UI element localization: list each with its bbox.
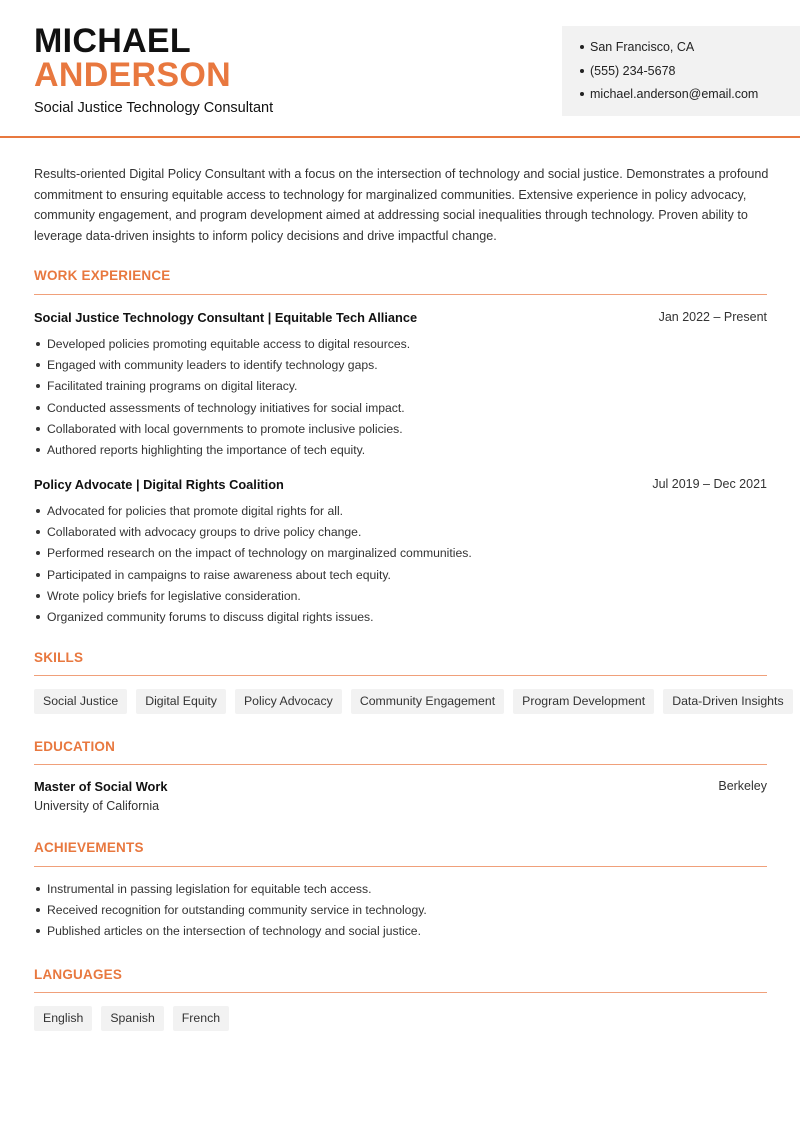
job-role: Social Justice Technology Consultant | Equitable Tech Alliance — [34, 310, 418, 325]
list-item: Performed research on the impact of technology on marginalized communities. — [34, 545, 767, 566]
language-chip: French — [173, 1006, 229, 1031]
resume-header — [0, 0, 800, 138]
job-header — [34, 477, 767, 492]
list-item: Facilitated training programs on digital literacy. — [34, 378, 767, 399]
job-header — [34, 310, 767, 325]
list-item: Organized community forums to discuss digital rights issues. — [34, 609, 767, 630]
list-item: Instrumental in passing legislation for equitable tech access. — [34, 881, 767, 902]
list-item: Collaborated with advocacy groups to drive policy change. — [34, 524, 767, 545]
list-item: Collaborated with local governments to promote inclusive policies. — [34, 421, 767, 442]
skill-chip: Digital Equity — [136, 689, 226, 714]
contact-location: San Francisco, CA — [580, 38, 800, 62]
first-name: MICHAEL — [34, 22, 191, 60]
contact-email[interactable]: michael.anderson@email.com — [580, 85, 800, 109]
language-chip: Spanish — [101, 1006, 163, 1031]
job-dates: Jul 2019 – Dec 2021 — [652, 477, 767, 491]
education-school: University of California — [34, 799, 160, 813]
section-title-languages: LANGUAGES — [34, 967, 123, 982]
achievements-list — [34, 881, 767, 945]
section-divider — [34, 675, 767, 676]
skill-chip: Program Development — [513, 689, 654, 714]
contact-box — [562, 26, 800, 116]
last-name: ANDERSON — [34, 56, 231, 94]
list-item: Engaged with community leaders to identify technology gaps. — [34, 357, 767, 378]
job-title: Social Justice Technology Consultant — [34, 100, 274, 116]
job-dates: Jan 2022 – Present — [658, 310, 767, 324]
list-item: Developed policies promoting equitable access to digital resources. — [34, 336, 767, 357]
list-item: Participated in campaigns to raise awareness about tech equity. — [34, 567, 767, 588]
skill-chip: Social Justice — [34, 689, 127, 714]
list-item: Received recognition for outstanding community service in technology. — [34, 902, 767, 923]
section-title-education: EDUCATION — [34, 739, 116, 754]
skill-chip: Community Engagement — [351, 689, 504, 714]
summary: Results-oriented Digital Policy Consultant with a focus on the intersection of technology and social justice. Demonstrates a profound commitment to ensuring equitable access to technology for marginalized communities. Extensive experience in policy advocacy, community engagement, and program development aimed at addressing social inequalities through technology. Proven ability to leverage data-driven insights to inform policy decisions and drive impactful change. — [34, 167, 769, 243]
skill-chip: Data-Driven Insights — [663, 689, 792, 714]
list-item: Published articles on the intersection of technology and social justice. — [34, 923, 767, 944]
section-divider — [34, 992, 767, 993]
section-divider — [34, 866, 767, 867]
contact-phone: (555) 234-5678 — [580, 62, 800, 86]
section-title-skills: SKILLS — [34, 650, 84, 665]
job-bullets — [34, 503, 767, 630]
section-title-achievements: ACHIEVEMENTS — [34, 840, 144, 855]
languages-list — [34, 1006, 229, 1031]
list-item: Authored reports highlighting the importance of tech equity. — [34, 442, 767, 463]
section-divider — [34, 294, 767, 295]
list-item: Wrote policy briefs for legislative consideration. — [34, 588, 767, 609]
job-role: Policy Advocate | Digital Rights Coalition — [34, 477, 284, 492]
job-bullets — [34, 336, 767, 463]
skill-chip: Policy Advocacy — [235, 689, 342, 714]
language-chip: English — [34, 1006, 92, 1031]
list-item: Advocated for policies that promote digital rights for all. — [34, 503, 767, 524]
section-divider — [34, 764, 767, 765]
education-location: Berkeley — [718, 779, 767, 793]
section-title-work: WORK EXPERIENCE — [34, 268, 171, 283]
education-degree: Master of Social Work — [34, 779, 168, 794]
skills-list — [34, 689, 793, 714]
list-item: Conducted assessments of technology initiatives for social impact. — [34, 400, 767, 421]
